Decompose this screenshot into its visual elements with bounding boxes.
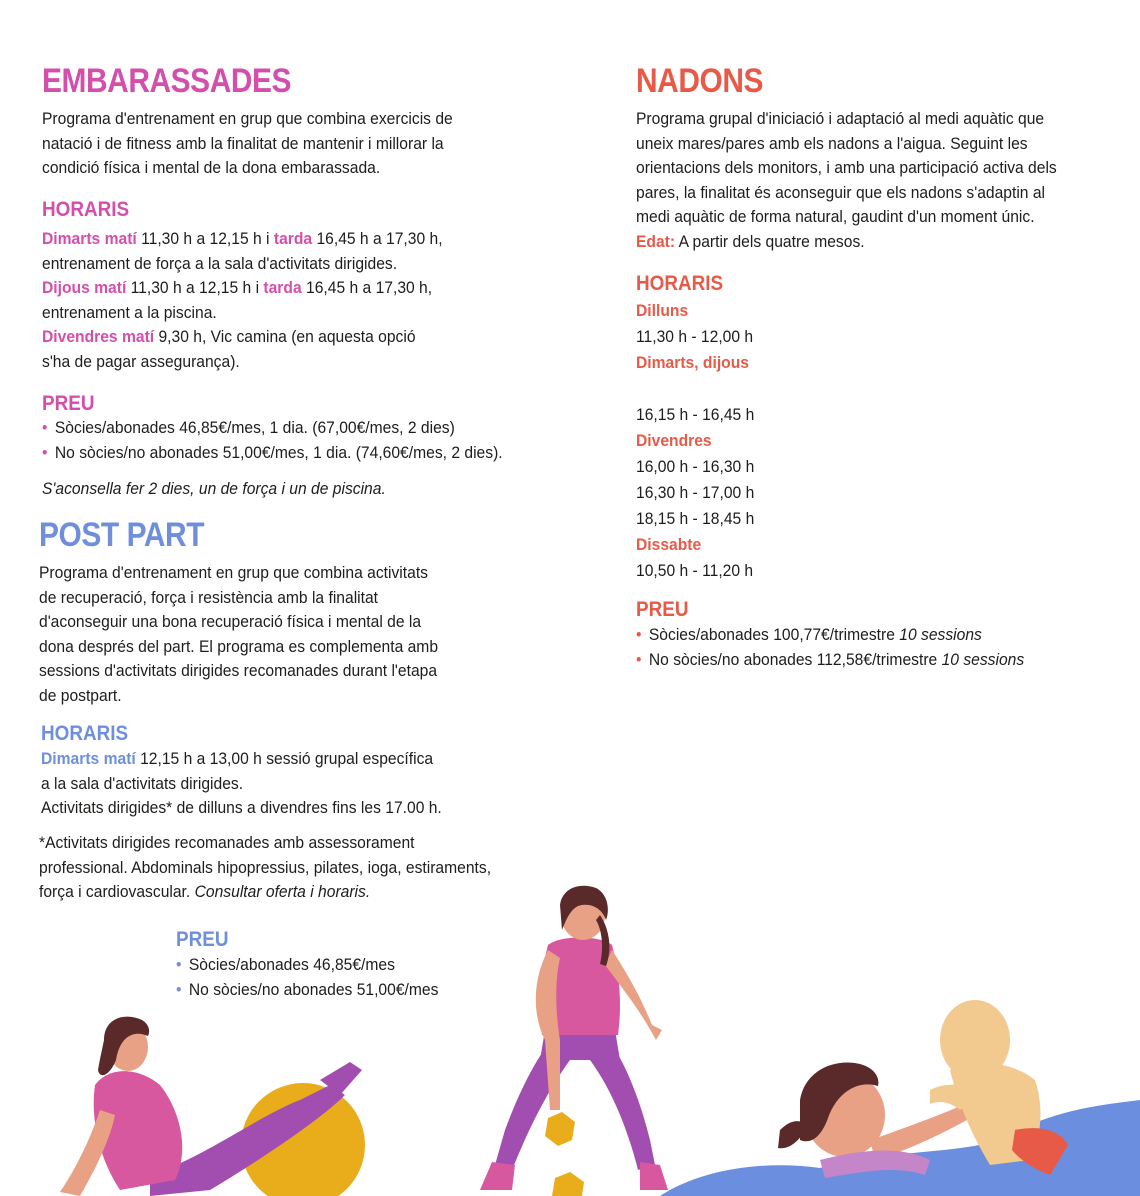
embarassades-note: S'aconsella fer 2 dies, un de força i un de piscina. <box>42 479 386 498</box>
footnote-italic: Consultar oferta i horaris. <box>194 882 371 901</box>
intro-line: de recuperació, força i resistència amb la finalitat <box>39 587 379 607</box>
schedule-line: a la sala d'activitats dirigides. <box>41 773 244 793</box>
intro-line: de postpart. <box>39 685 122 705</box>
embarassades-horaris-title: HORARIS <box>42 198 130 221</box>
intro-line: Programa d'entrenament en grup que combina exercicis de <box>42 109 453 128</box>
time-slot: 16,00 h - 16,30 h <box>636 457 755 476</box>
price-text: Sòcies/abonades 100,77€/trimestre <box>648 625 900 644</box>
postpart-horaris-title: HORARIS <box>41 722 129 745</box>
intro-line: orientacions dels monitors, i amb una participació activa dels <box>636 158 1057 177</box>
time-label: tarda <box>273 229 313 248</box>
age-value: A partir dels quatre mesos. <box>675 231 865 251</box>
day-label: Divendres matí <box>42 327 155 346</box>
schedule-text: 11,30 h a 12,15 h i <box>136 229 274 248</box>
postpart-title: POST PART <box>39 516 205 554</box>
bullet-icon: • <box>42 418 48 437</box>
intro-line: sessions d'activitats dirigides recomanades durant l'etapa <box>39 661 438 680</box>
schedule-text: 12,15 h a 13,00 h sessió grupal específica <box>135 749 434 768</box>
footnote-line: *Activitats dirigides recomanades amb assessorament <box>39 833 415 852</box>
schedule-text: 16,45 h a 17,30 h, <box>301 278 433 297</box>
bullet-icon: • <box>636 625 642 644</box>
nadons-horaris-title: HORARIS <box>636 272 724 295</box>
day-label: Dimarts matí <box>41 749 136 768</box>
price-sessions: 10 sessions <box>899 625 982 644</box>
intro-line: pares, la finalitat és aconseguir que els nadons s'adaptin al <box>636 182 1046 202</box>
bullet-icon: • <box>176 955 182 974</box>
footnote-line: professional. Abdominals hipopressius, pilates, ioga, estiraments, <box>39 857 492 877</box>
day-label: Dimarts, dijous <box>636 353 749 372</box>
schedule-text: 16,45 h a 17,30 h, <box>312 229 443 248</box>
nadons-title: NADONS <box>636 62 764 100</box>
woman-with-dumbbells-illustration <box>480 886 668 1196</box>
schedule-line: s'ha de pagar assegurança). <box>42 351 240 371</box>
day-label: Dissabte <box>636 535 702 554</box>
schedule-line: entrenament de força a la sala d'activitats dirigides. <box>42 253 398 273</box>
nadons-preu-title: PREU <box>636 598 689 621</box>
price-text: No sòcies/no abonades 112,58€/trimestre <box>648 649 942 669</box>
age-label: Edat: <box>636 231 676 251</box>
time-slot: 16,30 h - 17,00 h <box>636 483 755 502</box>
embarassades-preu-title: PREU <box>42 392 95 415</box>
price-sessions: 10 sessions <box>941 649 1025 669</box>
intro-line: Programa grupal d'iniciació i adaptació al medi aquàtic que <box>636 109 1045 128</box>
day-label: Dimarts matí <box>42 229 137 248</box>
schedule-text: 9,30 h, Vic camina (en aquesta opció <box>154 327 416 346</box>
time-slot: 16,15 h - 16,45 h <box>636 405 755 424</box>
woman-with-ball-illustration <box>60 1017 365 1196</box>
time-slot: 11,30 h - 12,00 h <box>636 327 754 346</box>
time-slot: 18,15 h - 18,45 h <box>636 509 755 528</box>
schedule-text: 11,30 h a 12,15 h i <box>126 278 264 297</box>
price-text: Sòcies/abonades 46,85€/mes <box>188 955 395 974</box>
footnote-text: força i cardiovascular. <box>39 882 195 901</box>
bullet-icon: • <box>636 649 642 669</box>
bullet-icon: • <box>176 979 182 999</box>
intro-line: Programa d'entrenament en grup que combina activitats <box>39 563 429 582</box>
schedule-line: entrenament a la piscina. <box>42 302 217 322</box>
embarassades-title: EMBARASSADES <box>42 62 292 100</box>
price-text: No sòcies/no abonades 51,00€/mes, 1 dia. (74,60€/mes, 2 dies). <box>54 442 503 462</box>
intro-line: condició física i mental de la dona embarassada. <box>42 158 381 177</box>
schedule-line: Activitats dirigides* de dilluns a divendres fins les 17.00 h. <box>41 798 442 817</box>
mother-and-baby-in-water-illustration <box>660 1000 1140 1196</box>
day-label: Divendres <box>636 431 712 450</box>
intro-line: d'aconseguir una bona recuperació física i mental de la <box>39 612 422 631</box>
postpart-preu-title: PREU <box>176 928 229 951</box>
bullet-icon: • <box>42 442 48 462</box>
price-text: No sòcies/no abonades 51,00€/mes <box>188 979 439 999</box>
intro-line: dona després del part. El programa es complementa amb <box>39 636 439 656</box>
intro-line: natació i de fitness amb la finalitat de mantenir i millorar la <box>42 133 444 153</box>
price-text: Sòcies/abonades 46,85€/mes, 1 dia. (67,00€/mes, 2 dies) <box>54 418 455 437</box>
intro-line: medi aquàtic de forma natural, gaudint d'un moment únic. <box>636 207 1035 226</box>
day-label: Dijous matí <box>42 278 127 297</box>
intro-line: uneix mares/pares amb els nadons a l'aigua. Seguint les <box>636 133 1028 153</box>
day-label: Dilluns <box>636 301 689 320</box>
time-slot: 10,50 h - 11,20 h <box>636 561 754 580</box>
time-label: tarda <box>263 278 302 297</box>
